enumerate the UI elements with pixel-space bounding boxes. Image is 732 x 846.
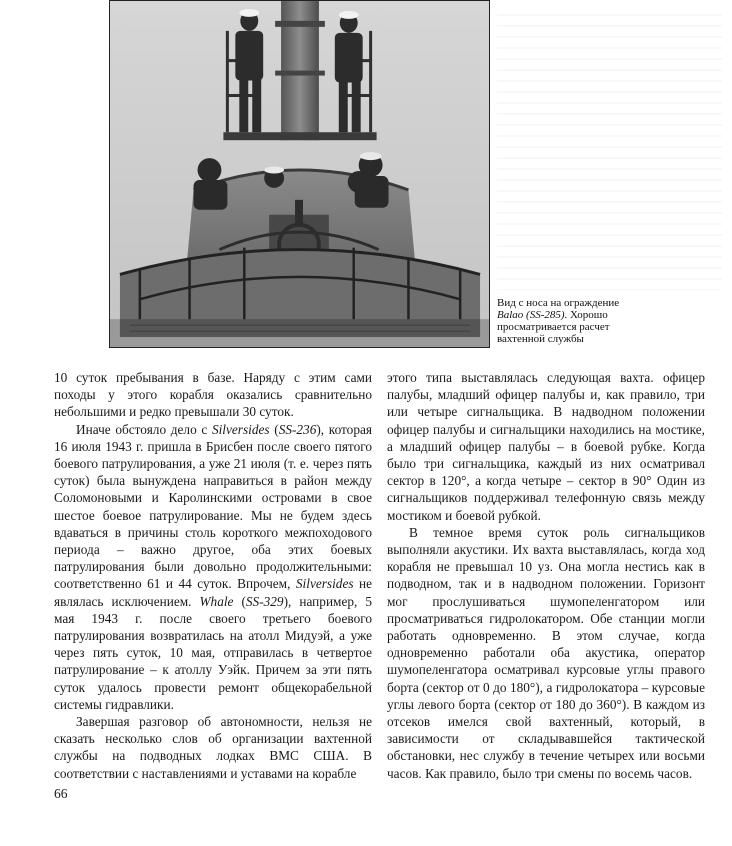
caption-line-3: просматривается расчет [497, 321, 610, 333]
caption-line-2 [497, 309, 687, 321]
italic-run: SS-236 [278, 421, 317, 437]
right-paragraph-1: этого типа выставлялась следующая вахта. офицер палубы, младший офицер палубы и, как правило, три или четыре сигнальщика. В надводном положении офицер палубы и сигнальщики находились на мостике, а младший офицер палубы – в боевой рубке. Когда было три сигнальщика, каждый из них осматривал сектор в 120°, а когда четыре – сектор в 90° Один из сигнальщиков поддерживал телефонную связь между мостиком и боевой рубкой. [387, 370, 705, 523]
right-text-column [387, 369, 705, 782]
left-paragraph-1: 10 суток пребывания в базе. Наряду с этим сами походы у этого корабля оказались сравнительно небольшими и редко превышали 30 суток. [54, 370, 372, 420]
page-number: 66 [54, 786, 68, 801]
text-run: не являлась исключением. [54, 576, 373, 609]
text-run: ), например, 5 мая 1943 г. после своего третьего боевого патрулирования возвратилась на атолл Мидуэй, а уже через пять суток, 10 мая, отправилась в четвертое патрулирование – к атоллу Уэйк. Причем за эти пять суток удалось провести ремонт общекорабельной системы гидравлики. [54, 593, 372, 712]
left-paragraph-3: Завершая разговор об автономности, нельзя не сказать несколько слов об организации вахтенной службы на подводных лодках ВМС США. В соответствии с наставлениями и уставами на корабле [54, 714, 372, 781]
text-run: ( [269, 421, 279, 437]
italic-run: SS-329 [245, 593, 284, 609]
bleed-through-texture [497, 5, 722, 290]
caption-line-2-rest: . Хорошо [564, 309, 608, 321]
caption-boat-name: Balao (SS-285) [497, 309, 565, 321]
italic-run: Silversides [211, 421, 270, 437]
left-text-column [54, 369, 372, 782]
right-paragraph-2: В темное время суток роль сигнальщиков выполняли акустики. Их вахта выставлялась, когда ход корабля не превышал 10 уз. Она могла нестись как в подводном, так и в надводном положении. Горизонт мог прослушиваться шумопеленгатором или просматриваться гидролокатором. Обе станции могли работать одновременно. В этом случае, когда одновременно работали оба акустика, оператор шумопеленгатора осматривал курсовые углы правого борта (сектор от 0 до 180°), а гидролокатора – курсовые углы левого борта (сектор от 180 до 360°). В каждом из отсеков имелся свой вахтенный, который, в зависимости от складывавшейся тактической обстановки, нес службу в течение четырех или восьми часов. Как правило, было три смены по восемь часов. [387, 524, 705, 781]
text-run: ), которая 16 июля 1943 г. пришла в Брисбен после своего пятого боевого патрулирования, а уже 21 июля (т. е. через пять суток) была вынуждена направиться в район между Соломоновыми и Каролинскими островами в свое шестое боевое патрулирование. Мы не будем здесь вдаваться в причины столь короткого межпоходового периода – важно другое, оба этих боевых патрулирования были довольно продолжительными: соответственно 61 и 44 суток. Впрочем, [54, 421, 372, 592]
italic-run: Whale [199, 593, 234, 609]
text-run: ( [233, 593, 246, 609]
photo-caption [497, 297, 687, 345]
italic-run: Silversides [295, 576, 354, 592]
caption-line-1: Вид с носа на ограждение [497, 297, 620, 309]
left-paragraph-2 [54, 421, 372, 713]
submarine-bridge-illustration [110, 1, 489, 347]
submarine-photo [109, 0, 490, 348]
caption-line-4: вахтенной службы [497, 333, 584, 345]
text-run: Иначе обстояло дело с [76, 421, 212, 437]
